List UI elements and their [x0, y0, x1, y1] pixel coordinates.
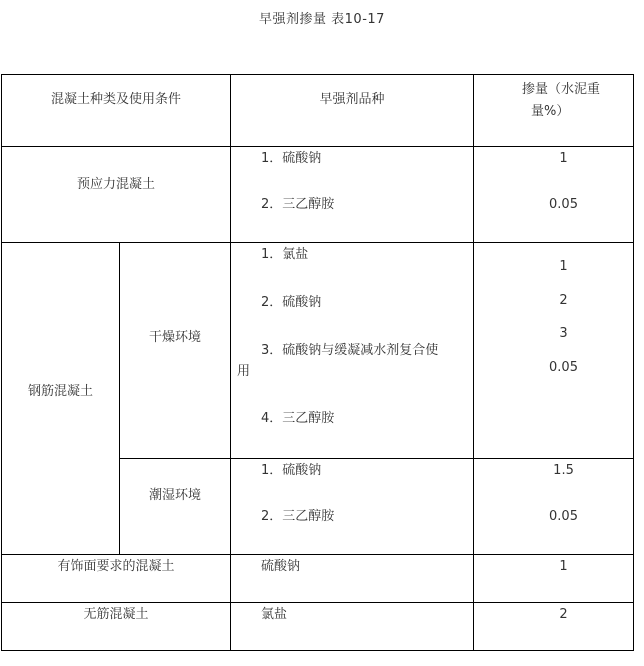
dry-value-4: 0.05: [549, 360, 578, 375]
prestressed-value-2: 0.05: [549, 197, 578, 212]
plain-label-text: 无筋混凝土: [83, 607, 149, 622]
header-condition: [2, 75, 231, 147]
cell-wet-label: [120, 459, 231, 555]
dry-item-4: 4．三乙醇胺: [261, 411, 335, 426]
header-dosage-line1: 掺量（水泥重: [522, 82, 601, 97]
cell-plain-item: [231, 603, 474, 651]
cell-reinforced-label: [2, 243, 120, 555]
row-finish: [2, 555, 634, 603]
cell-wet-items: [231, 459, 474, 555]
cell-plain-value: [474, 603, 634, 651]
dry-value-3: 3: [559, 326, 568, 341]
header-condition-text: 混凝土种类及使用条件: [51, 92, 182, 107]
cell-finish-label: [2, 555, 231, 603]
plain-item-text: 氯盐: [261, 607, 288, 622]
cell-prestressed-values: [474, 147, 634, 243]
header-dosage-line2: 量%）: [531, 104, 570, 119]
dry-item-2: 2．硫酸钠: [261, 295, 322, 310]
dry-item-3: 3．硫酸钠与缓凝减水剂复合使: [261, 343, 439, 358]
cell-plain-label: [2, 603, 231, 651]
wet-value-1: 1.5: [553, 463, 574, 478]
wet-item-1: 1．硫酸钠: [261, 463, 322, 478]
cell-finish-item: [231, 555, 474, 603]
wet-item-2: 2．三乙醇胺: [261, 509, 335, 524]
prestressed-item-1: 1．硫酸钠: [261, 151, 322, 166]
finish-label-text: 有饰面要求的混凝土: [57, 559, 175, 574]
prestressed-value-1: 1: [559, 151, 568, 166]
cell-prestressed-label: [2, 147, 231, 243]
prestressed-label-text: 预应力混凝土: [77, 177, 156, 192]
row-reinforced-dry: [2, 243, 634, 459]
reinforced-label-text: 钢筋混凝土: [27, 384, 93, 399]
cell-finish-value: [474, 555, 634, 603]
finish-item-text: 硫酸钠: [261, 559, 301, 574]
dry-value-1: 1: [559, 259, 568, 274]
dry-item-3-wrap: 用: [237, 364, 251, 379]
row-plain: [2, 603, 634, 651]
dry-item-1: 1．氯盐: [261, 247, 309, 262]
header-variety-text: 早强剂品种: [319, 92, 385, 107]
wet-value-2: 0.05: [549, 509, 578, 524]
finish-value-text: 1: [559, 559, 568, 574]
wet-label-text: 潮湿环境: [149, 488, 202, 503]
table-caption: 早强剂掺量 表10-17: [259, 12, 385, 27]
dry-value-2: 2: [559, 293, 568, 308]
prestressed-item-2: 2．三乙醇胺: [261, 197, 335, 212]
cell-wet-values: [474, 459, 634, 555]
cell-dry-label: [120, 243, 231, 459]
cell-prestressed-items: [231, 147, 474, 243]
dosage-table: [1, 74, 634, 651]
row-prestressed: [2, 147, 634, 243]
header-variety: [231, 75, 474, 147]
header-dosage: [474, 75, 634, 147]
cell-dry-items: [231, 243, 474, 459]
plain-value-text: 2: [559, 607, 568, 622]
table-header-row: [2, 75, 634, 147]
dry-label-text: 干燥环境: [149, 330, 202, 345]
